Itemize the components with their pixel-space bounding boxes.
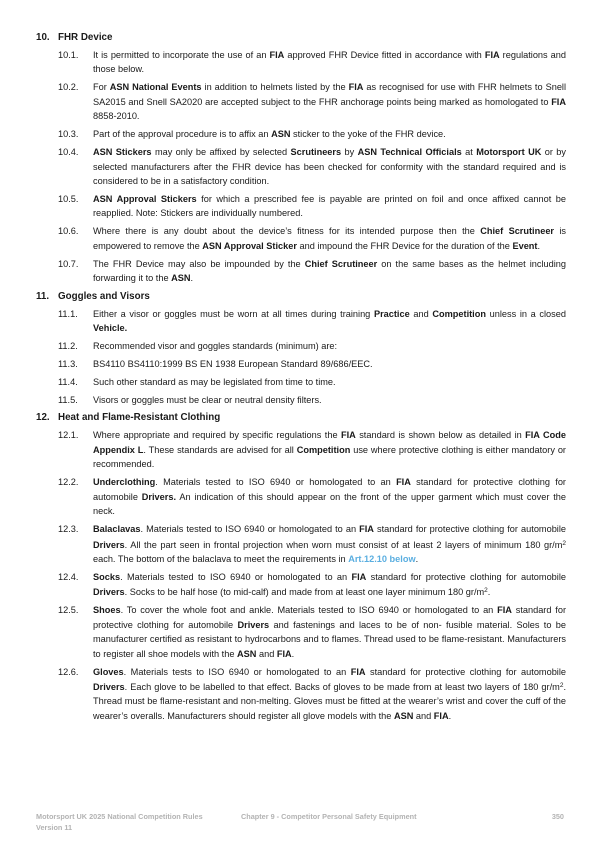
clause: [58, 80, 566, 123]
clause: [58, 603, 566, 661]
clause: [58, 339, 566, 353]
clause-number: 11.2.: [58, 341, 78, 352]
text-run: standard for protective clothing for automobile: [93, 605, 566, 630]
text-run: for which a prescribed fee is payable are printed on foil and once affixed cannot be reapplied. Note: Stickers are individually numbered.: [93, 194, 567, 219]
text-run: .: [537, 240, 541, 251]
text-run: Either a visor or goggles must be worn at all times during training: [93, 308, 374, 319]
text-run: standard for protective clothing for automobile: [365, 666, 566, 677]
text-run: An indication of this should appear on the front of the upper garment which must cover the neck.: [93, 491, 566, 517]
defined-term: Drivers.: [141, 491, 177, 502]
text-run: regulations and those below.: [93, 50, 566, 75]
clause-text: [93, 395, 322, 405]
clause-text: [93, 605, 566, 658]
defined-term: ASN: [171, 273, 191, 284]
text-run: use where protective clothing is either mandatory or recommended.: [93, 444, 566, 470]
clause-number: 10.5.: [58, 194, 79, 205]
defined-term: FIA Code Appendix L: [93, 430, 566, 455]
clause: [58, 145, 566, 188]
defined-term: Competition: [432, 308, 486, 319]
defined-term: FIA: [433, 710, 449, 721]
section-heading: [36, 31, 566, 45]
text-run: sticker to the yoke of the FHR device.: [290, 129, 446, 140]
superscript: 2: [562, 539, 566, 547]
defined-term: Chief Scrutineer: [304, 258, 378, 269]
clause: [58, 257, 566, 286]
defined-term: Practice: [373, 308, 410, 319]
document-body: [36, 31, 566, 727]
clause: [58, 48, 566, 77]
section-title: Heat and Flame-Resistant Clothing: [58, 412, 221, 424]
text-run: Where there is any doubt about the device’s fitness for its intended purpose then the: [93, 226, 481, 237]
text-run: It is permitted to incorporate the use of an: [93, 50, 270, 60]
text-run: . Thread must be flame-resistant and non-melting. Gloves must be fitted at the wearer’s wrist and cover the cuff of the wearer’s overalls. Manufacturers should register all glove models with the: [93, 681, 566, 721]
clause-text: [93, 667, 566, 721]
text-run: approved FHR Device fitted in accordance with: [284, 50, 485, 60]
text-run: BS4110 BS4110:1999 BS EN 1938 European Standard 89/686/EEC.: [93, 359, 373, 370]
clause-number: 12.2.: [58, 477, 79, 488]
superscript: 2: [484, 587, 488, 595]
section-heading: [36, 290, 566, 304]
clause: [58, 570, 566, 600]
text-run: and impound the FHR Device for the duration of the: [296, 240, 513, 251]
defined-term: FIA: [497, 605, 512, 616]
text-run: .: [487, 587, 491, 598]
text-run: and fastenings and laces to be of non- fusible material. Soles to be manufacturer certified as resistant to hydrocarbons and to flames. Thread used to be flame-resistant. Manufacturers to register all shoe models with the: [93, 619, 566, 659]
defined-term: Shoes: [93, 605, 121, 616]
defined-term: Chief Scrutineer: [480, 226, 555, 237]
text-run: standard is shown below as detailed in: [355, 430, 526, 441]
defined-term: FIA: [269, 50, 285, 60]
text-run: in addition to helmets listed by the: [201, 82, 349, 93]
defined-term: Competition: [296, 444, 351, 455]
clause-number: 12.6.: [58, 666, 79, 677]
text-run: Recommended visor and goggles standards (minimum) are:: [93, 341, 338, 352]
defined-term: Underclothing: [93, 477, 156, 488]
clause: [58, 522, 566, 566]
clause-text: [93, 129, 446, 139]
clause-text: [93, 226, 566, 250]
defined-term: FIA: [276, 648, 292, 659]
defined-term: Drivers: [93, 587, 125, 598]
text-run: may only be affixed by selected: [151, 147, 291, 158]
defined-term: Motorsport UK: [476, 147, 542, 158]
footer-version: Version 11: [36, 823, 73, 832]
text-run: on the same bases as the helmet including forwarding it to the: [93, 258, 567, 284]
clause: [58, 375, 566, 389]
defined-term: Scrutineers: [290, 147, 342, 158]
text-run: . To cover the whole foot and ankle. Materials tested to ISO 6940 or homologated to an: [120, 605, 498, 616]
section-number: 11.: [36, 290, 50, 302]
text-run: 8858-2010.: [93, 111, 140, 122]
text-run: . All the part seen in frontal projection when worn must consist of at least 2 layers of minimum 180 gr/m: [124, 539, 563, 550]
clause-number: 11.4.: [58, 377, 78, 388]
text-run: . These standards are advised for all: [143, 444, 297, 455]
text-run: standard for protective clothing for automobile: [366, 571, 566, 582]
defined-term: FIA: [396, 477, 411, 488]
clause-number: 12.5.: [58, 605, 79, 616]
clause-number: 11.1.: [58, 308, 78, 319]
defined-term: ASN Technical Officials: [357, 147, 462, 158]
clause-text: [93, 477, 566, 516]
text-run: at: [461, 147, 477, 158]
cross-reference-link[interactable]: Art.12.10 below: [348, 553, 416, 564]
section-number: 10.: [36, 32, 50, 43]
text-run: or by selected manufacturers after the FHR device has been checked for conformity with the standard required and is considered to be in a satisfactory condition.: [93, 147, 567, 187]
defined-term: ASN Stickers: [93, 147, 152, 158]
clause-text: [93, 194, 566, 218]
text-run: unless in a closed: [485, 308, 566, 319]
text-run: .: [415, 553, 419, 564]
defined-term: ASN: [271, 129, 291, 140]
clause-number: 10.3.: [58, 129, 79, 140]
clause: [58, 192, 566, 221]
defined-term: ASN Approval Sticker: [202, 240, 297, 251]
clause-text: [93, 82, 566, 121]
text-run: Visors or goggles must be clear or neutral density filters.: [93, 395, 322, 406]
clause: [58, 307, 566, 336]
clause-text: [93, 259, 566, 283]
text-run: is empowered to remove the: [93, 226, 567, 251]
superscript: 2: [559, 681, 564, 689]
clause-text: [93, 377, 336, 387]
clause: [58, 127, 566, 141]
clause: [58, 428, 566, 471]
clause-number: 11.3.: [58, 359, 78, 370]
text-run: . Materials tested to ISO 6940 or homologated to an: [120, 571, 352, 582]
text-run: The FHR Device may also be impounded by the: [93, 258, 305, 269]
text-run: . Materials tested to ISO 6940 or homologated to an: [140, 524, 360, 535]
defined-term: Drivers: [237, 619, 270, 630]
text-run: standard for protective clothing for automobile: [93, 477, 566, 502]
text-run: .: [448, 710, 452, 721]
clause-number: 10.1.: [58, 50, 79, 60]
text-run: as recognised for use with FHR helmets to Snell SA2015 and Snell SA2020 are accepted subject to the FHR anchorage points being marked as homologated to: [93, 82, 567, 107]
section-heading: [36, 411, 566, 425]
text-run: For: [93, 82, 110, 93]
defined-term: FIA: [348, 82, 364, 93]
footer-title: Motorsport UK 2025 National Competition Rules: [36, 812, 203, 821]
clause-number: 10.4.: [58, 147, 79, 158]
text-run: standard for protective clothing for automobile: [373, 524, 566, 535]
defined-term: ASN: [393, 710, 414, 721]
clause-number: 10.6.: [58, 226, 79, 237]
defined-term: Event: [512, 240, 538, 251]
clause-text: [93, 524, 566, 564]
clause-number: 12.4.: [58, 571, 79, 582]
text-run: and: [256, 648, 277, 659]
text-run: . Materials tested to ISO 6940 or homologated to an: [155, 477, 397, 488]
section-title: Goggles and Visors: [58, 290, 150, 302]
clause-text: [93, 341, 337, 351]
clause-number: 10.7.: [58, 258, 79, 269]
defined-term: ASN Approval Stickers: [93, 194, 197, 205]
clause: [58, 224, 566, 253]
clause-text: [93, 147, 566, 186]
footer-page-number: 350: [551, 812, 564, 821]
text-run: each. The bottom of the balaclava to meet the requirements in: [93, 553, 349, 564]
defined-term: ASN: [237, 648, 257, 659]
defined-term: FIA: [351, 571, 367, 582]
section-10: [36, 31, 566, 286]
text-run: .: [190, 273, 194, 284]
text-run: Part of the approval procedure is to affix an: [93, 129, 272, 140]
clause-number: 11.5.: [58, 395, 78, 406]
text-run: . Each glove to be labelled to that effect. Backs of gloves to be made from at least two layers of 180 gr/m: [124, 681, 560, 692]
text-run: .: [291, 648, 295, 659]
clause-number: 12.3.: [58, 524, 79, 535]
clause: [58, 393, 566, 407]
clause: [58, 665, 566, 724]
defined-term: FIA: [551, 96, 566, 107]
defined-term: Socks: [93, 571, 121, 582]
defined-term: FIA: [359, 524, 374, 535]
clause: [58, 357, 566, 371]
defined-term: ASN National Events: [109, 82, 202, 93]
clause-text: [93, 430, 566, 469]
footer-chapter: Chapter 9 - Competitor Personal Safety Equipment: [241, 812, 417, 821]
text-run: by: [341, 147, 358, 158]
clause-text: [93, 50, 566, 74]
defined-term: FIA: [340, 430, 356, 441]
section-11: [36, 290, 566, 408]
clause-text: [93, 572, 566, 597]
clause-text: [93, 359, 373, 369]
text-run: . Materials tests to ISO 6940 or homologated to an: [123, 666, 351, 677]
section-12: [36, 411, 566, 723]
clause-number: 12.1.: [58, 430, 79, 441]
defined-term: Balaclavas: [93, 524, 141, 535]
defined-term: Gloves: [93, 666, 124, 677]
defined-term: FIA: [350, 666, 366, 677]
defined-term: FIA: [484, 50, 500, 60]
defined-term: Vehicle.: [93, 323, 128, 334]
section-title: FHR Device: [58, 32, 113, 43]
text-run: and: [413, 710, 434, 721]
defined-term: Drivers: [93, 539, 125, 550]
defined-term: Drivers: [93, 681, 125, 692]
text-run: . Socks to be half hose (to mid-calf) and made from at least one layer minimum 180 gr/m: [124, 587, 485, 598]
clause-number: 10.2.: [58, 82, 79, 93]
section-number: 12.: [36, 412, 50, 424]
clause: [58, 475, 566, 518]
footer-publication: [36, 811, 203, 833]
clause-text: [93, 309, 566, 333]
text-run: Where appropriate and required by specific regulations the: [93, 430, 341, 441]
text-run: Such other standard as may be legislated from time to time.: [93, 377, 336, 388]
text-run: and: [409, 308, 433, 319]
